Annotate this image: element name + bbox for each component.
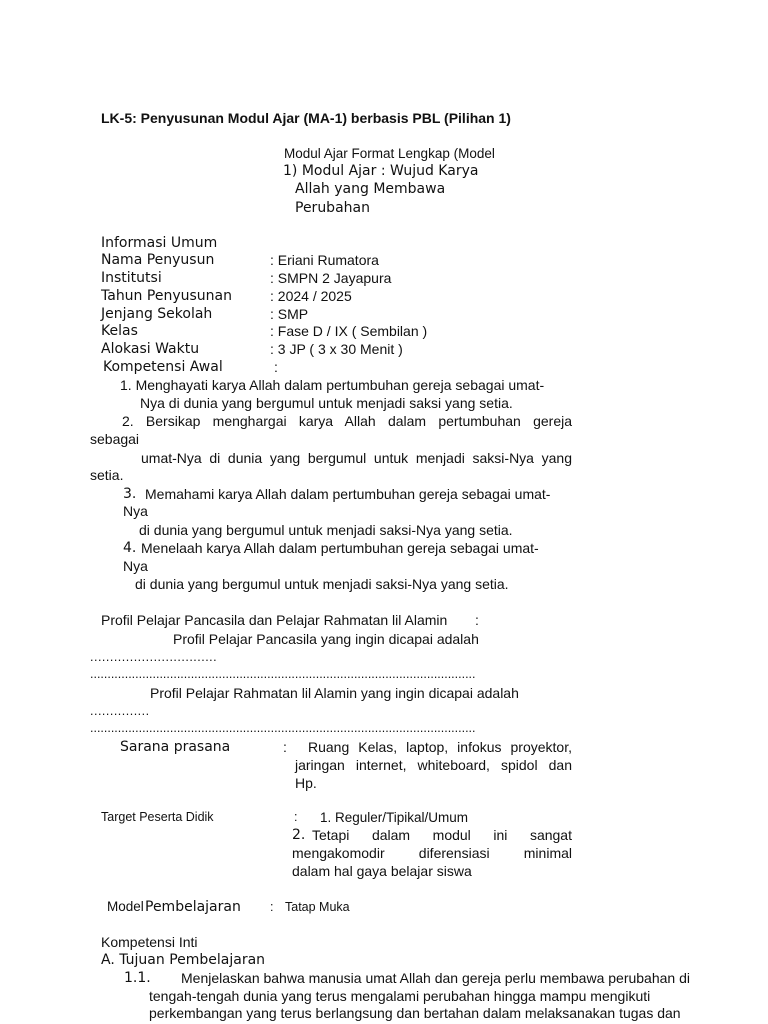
ka-item-1-line-1: 1. Menghayati karya Allah dalam pertumbuhan gereja sebagai umat-	[120, 377, 545, 393]
ka-item-2-line-4: setia.	[90, 467, 124, 483]
info-title: Informasi Umum	[101, 235, 218, 251]
ka-item-3-line-2: Nya	[123, 503, 148, 519]
profil-rahmatan-line: Profil Pelajar Rahmatan lil Alamin yang ingin dicapai adalah	[150, 685, 519, 701]
document-heading: LK-5: Penyusunan Modul Ajar (MA-1) berbasis PBL (Pilihan 1)	[101, 110, 511, 126]
tujuan-line-1: Menjelaskan bahwa manusia umat Allah dan gereja perlu membawa perubahan di	[181, 970, 690, 986]
subheading-line-4: Perubahan	[295, 200, 370, 216]
info-label-institusi: Institutsi	[101, 270, 162, 286]
subheading-line-2: 1) Modul Ajar : Wujud Karya	[283, 163, 479, 179]
tujuan-item-number: 1.1.	[124, 970, 151, 986]
model-label-a: Model	[107, 899, 144, 914]
kompetensi-awal-label: Kompetensi Awal	[103, 359, 223, 375]
profil-title: Profil Pelajar Pancasila dan Pelajar Rahmatan lil Alamin	[101, 612, 448, 628]
info-label-tahun: Tahun Penyusunan	[101, 288, 232, 304]
target-item-2-line-3: dalam hal gaya belajar siswa	[292, 863, 472, 879]
sarana-colon: :	[283, 739, 287, 755]
sarana-line-1: Ruang Kelas, laptop, infokus proyektor,	[308, 739, 572, 755]
ka-item-3-number: 3.	[123, 486, 137, 502]
ka-item-3-line-1: Memahami karya Allah dalam pertumbuhan gereja sebagai umat-	[145, 486, 551, 502]
kompetensi-awal-colon: :	[274, 359, 278, 375]
profil-rahmatan-dots-1: ...............	[90, 704, 150, 718]
info-label-jenjang: Jenjang Sekolah	[101, 306, 213, 322]
target-item-2-line-1: Tetapi dalam modul ini sangat	[312, 827, 572, 843]
model-colon: :	[270, 900, 274, 914]
model-label-b: Pembelajaran	[145, 899, 241, 915]
profil-colon: :	[475, 612, 479, 628]
profil-rahmatan-dots-2: ...............................................................................................................	[90, 721, 476, 735]
ka-item-4-number: 4.	[123, 540, 137, 556]
sarana-label: Sarana prasana	[120, 739, 231, 755]
subheading-line-1: Modul Ajar Format Lengkap (Model	[284, 146, 495, 161]
info-value-alokasi: : 3 JP ( 3 x 30 Menit )	[270, 341, 403, 357]
ka-item-3-line-3: di dunia yang bergumul untuk menjadi saksi-Nya yang setia.	[139, 522, 513, 538]
sarana-line-3: Hp.	[295, 775, 317, 791]
info-label-nama-penyusun: Nama Penyusun	[101, 252, 215, 268]
target-item-1: 1. Reguler/Tipikal/Umum	[320, 810, 469, 825]
profil-pancasila-dots-1: ................................	[90, 650, 218, 664]
info-label-alokasi: Alokasi Waktu	[101, 341, 200, 357]
ka-item-4-line-3: di dunia yang bergumul untuk menjadi saksi-Nya yang setia.	[135, 576, 509, 592]
target-colon: :	[294, 810, 298, 824]
info-value-tahun: : 2024 / 2025	[270, 288, 352, 304]
ka-item-4-line-2: Nya	[123, 558, 148, 574]
ka-item-2-line-1: 2. Bersikap menghargai karya Allah dalam pertumbuhan gereja	[122, 413, 572, 429]
info-label-kelas: Kelas	[101, 323, 138, 339]
tujuan-line-3: perkembangan yang terus berlangsung dan bertahan dalam melaksanakan tugas dan	[149, 1005, 681, 1021]
target-item-2-line-2: mengakomodir diferensiasi minimal	[292, 845, 572, 861]
info-value-institusi: : SMPN 2 Jayapura	[270, 270, 392, 286]
target-label: Target Peserta Didik	[101, 810, 214, 824]
info-value-jenjang: : SMP	[270, 306, 309, 322]
ka-item-2-line-3: umat-Nya di dunia yang bergumul untuk menjadi saksi-Nya yang	[141, 450, 572, 466]
ka-item-2-line-2: sebagai	[90, 431, 140, 447]
subheading-line-3: Allah yang Membawa	[295, 181, 446, 197]
info-value-nama-penyusun: : Eriani Rumatora	[270, 252, 379, 268]
kompetensi-inti-title: Kompetensi Inti	[101, 934, 198, 950]
sarana-line-2: jaringan internet, whiteboard, spidol dan	[295, 757, 572, 773]
model-value: Tatap Muka	[285, 900, 350, 914]
ka-item-1-line-2: Nya di dunia yang bergumul untuk menjadi saksi yang setia.	[140, 395, 513, 411]
ka-item-4-line-1: Menelaah karya Allah dalam pertumbuhan gereja sebagai umat-	[141, 540, 539, 556]
profil-pancasila-line: Profil Pelajar Pancasila yang ingin dicapai adalah	[173, 631, 479, 647]
section-a-heading: A. Tujuan Pembelajaran	[101, 952, 266, 968]
tujuan-line-2: tengah-tengah dunia yang terus mengalami perubahan hingga mampu mengikuti	[149, 988, 651, 1004]
profil-pancasila-dots-2: ...............................................................................................................	[90, 667, 476, 681]
target-item-2-number: 2.	[292, 827, 306, 843]
info-value-kelas: : Fase D / IX ( Sembilan )	[270, 323, 428, 339]
